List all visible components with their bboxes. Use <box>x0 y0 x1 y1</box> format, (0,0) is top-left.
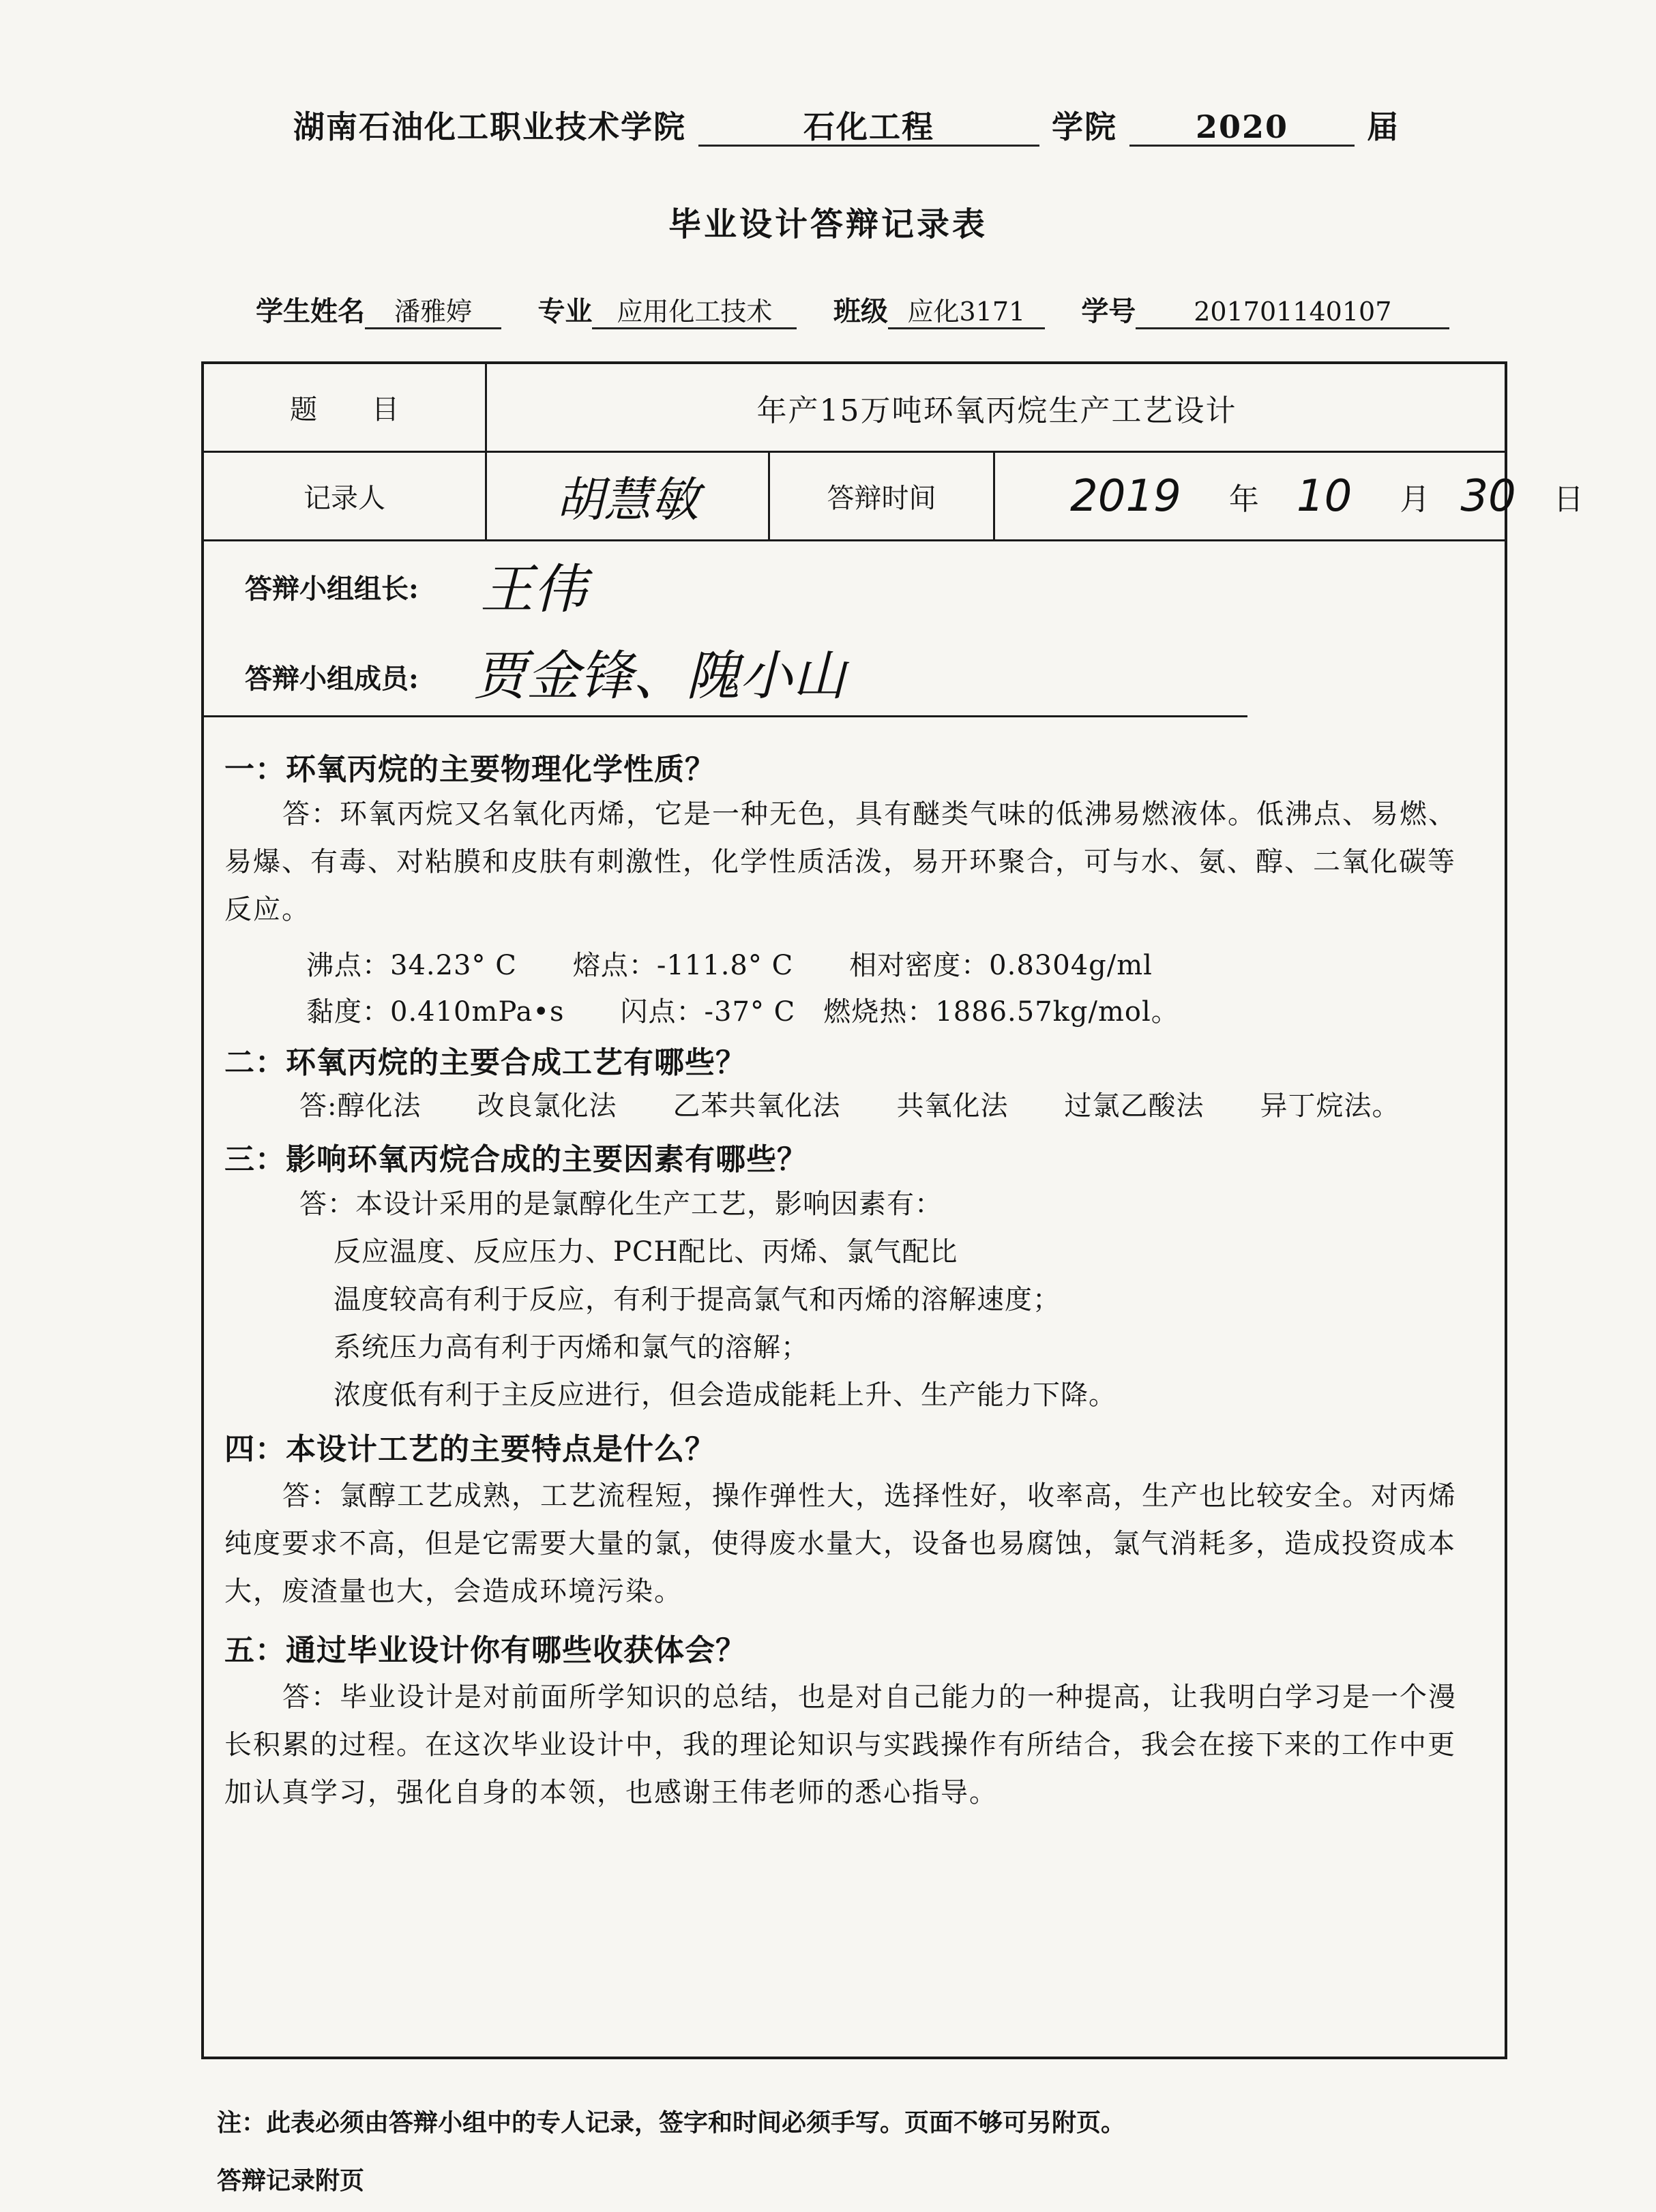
date-day-unit: 日 <box>1553 481 1584 517</box>
department-field: 石化工程 <box>698 110 1039 147</box>
answer-3-line-4: 浓度低有利于主反应进行，但会造成能耗上升、生产能力下降。 <box>334 1379 1117 1411</box>
answer-1-properties-line-1: 沸点：34.23° C 熔点：-111.8° C 相对密度：0.8304g/ml <box>306 950 1153 981</box>
date-year: 2019 <box>1070 470 1181 522</box>
answer-3-line-1: 反应温度、反应压力、PCH配比、丙烯、氯气配比 <box>334 1236 958 1268</box>
members-signature: 贾金锋、隗小山 <box>473 646 846 707</box>
question-3: 三：影响环氧丙烷合成的主要因素有哪些？ <box>224 1142 808 1177</box>
answer-3-line-2: 温度较高有利于反应，有利于提高氯气和丙烯的溶解速度； <box>334 1284 1061 1315</box>
student-id: 201701140107 <box>1136 297 1449 329</box>
student-name: 潘雅婷 <box>365 297 501 329</box>
answer-1-properties-line-2: 黏度：0.410mPa•s 闪点：-37° C 燃烧热：1886.57kg/mol。 <box>306 996 1179 1028</box>
question-2: 二：环氧丙烷的主要合成工艺有哪些？ <box>224 1045 746 1080</box>
date-month-unit: 月 <box>1400 481 1430 517</box>
leader-signature: 王伟 <box>480 559 587 621</box>
defense-panel <box>204 541 1505 739</box>
class-label: 班级 <box>833 295 888 327</box>
appendix-label: 答辩记录附页 <box>217 2166 365 2195</box>
document-title: 毕业设计答辩记录表 <box>668 205 988 243</box>
department-suffix: 学院 <box>1052 108 1118 145</box>
year-field: 2020 <box>1129 110 1355 147</box>
topic-label: 题 目 <box>204 364 487 451</box>
date-month: 10 <box>1296 470 1352 522</box>
major-label: 专业 <box>537 295 593 327</box>
defense-date <box>995 453 1584 539</box>
id-label: 学号 <box>1081 295 1136 327</box>
question-5: 五：通过毕业设计你有哪些收获体会？ <box>224 1633 746 1668</box>
school-header <box>293 102 1453 147</box>
answer-4: 答：氯醇工艺成熟，工艺流程短，操作弹性大，选择性好，收率高，生产也比较安全。对丙烯纯度要求不高，但是它需要大量的氯，使得废水量大，设备也易腐蚀，氯气消耗多，造成投资成本大，废渣量也大，会造成环境污染。 <box>224 1480 1457 1607</box>
recorder-signature: 胡慧敏 <box>487 453 770 539</box>
answer-3-intro: 答：本设计采用的是氯醇化生产工艺，影响因素有： <box>299 1189 943 1220</box>
answer-2: 答:醇化法 改良氯化法 乙苯共氧化法 共氧化法 过氯乙酸法 异丁烷法。 <box>299 1090 1400 1122</box>
name-label: 学生姓名 <box>256 295 365 327</box>
topic-value: 年产15万吨环氧丙烷生产工艺设计 <box>756 393 1237 428</box>
panel-divider <box>204 715 1247 717</box>
defense-record-table <box>201 361 1584 2059</box>
student-info-line <box>256 290 1518 329</box>
question-4: 四：本设计工艺的主要特点是什么？ <box>224 1432 715 1467</box>
recorder-row <box>204 453 1584 541</box>
answer-3-line-3: 系统压力高有利于丙烯和氯气的溶解； <box>334 1332 809 1363</box>
defense-time-label: 答辩时间 <box>770 453 995 539</box>
leader-label: 答辩小组组长: <box>245 573 419 605</box>
school-name: 湖南石油化工职业技术学院 <box>293 108 686 145</box>
recorder-label: 记录人 <box>204 453 487 539</box>
footer-note: 注：此表必须由答辩小组中的专人记录，签字和时间必须手写。页面不够可另附页。 <box>217 2108 1126 2137</box>
answer-5: 答：毕业设计是对前面所学知识的总结，也是对自己能力的一种提高，让我明白学习是一个漫长积累的过程。在这次毕业设计中，我的理论知识与实践操作有所结合，我会在接下来的工作中更加认真学习，强化自身的本领，也感谢王伟老师的悉心指导。 <box>224 1682 1457 1808</box>
student-class: 应化3171 <box>888 297 1045 329</box>
date-day: 30 <box>1460 470 1516 522</box>
question-1: 一：环氧丙烷的主要物理化学性质？ <box>224 752 715 787</box>
year-suffix: 届 <box>1367 108 1400 145</box>
members-label: 答辩小组成员: <box>245 663 419 695</box>
student-major: 应用化工技术 <box>592 297 797 329</box>
topic-row <box>204 364 1505 453</box>
answer-1: 答：环氧丙烷又名氧化丙烯，它是一种无色，具有醚类气味的低沸易燃液体。低沸点、易燃、易爆、有毒、对粘膜和皮肤有刺激性，化学性质活泼，易开环聚合，可与水、氨、醇、二氧化碳等反应。 <box>224 798 1457 925</box>
date-year-unit: 年 <box>1228 481 1259 517</box>
